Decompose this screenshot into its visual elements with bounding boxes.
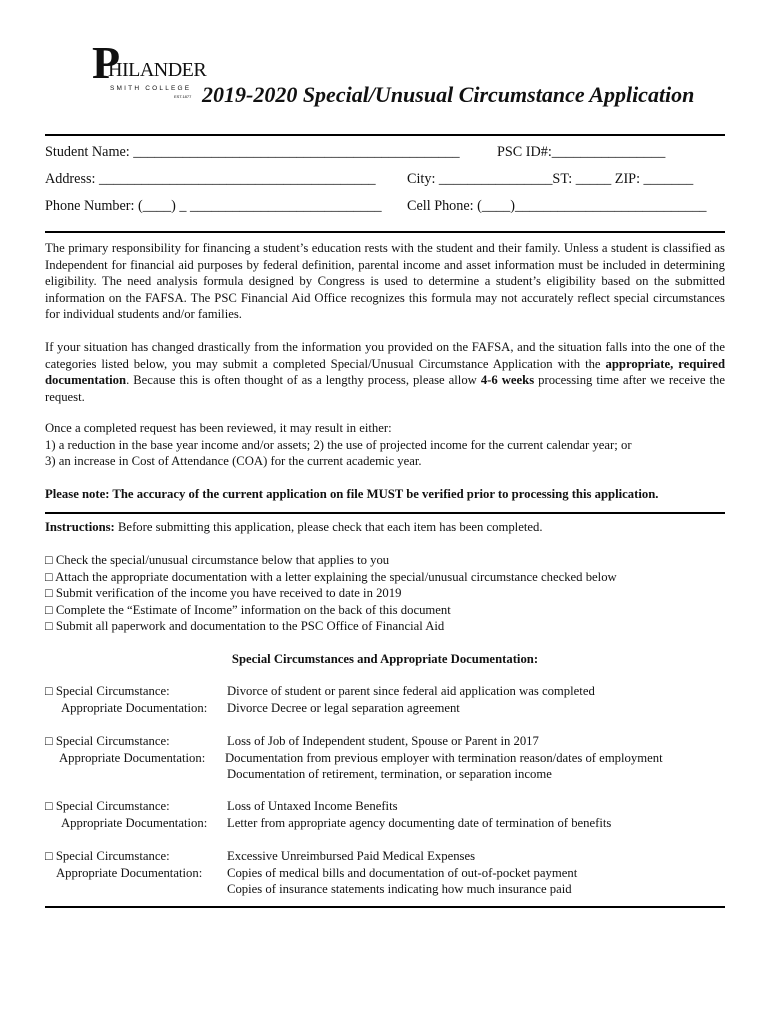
checklist-item[interactable]: □ Submit verification of the income you have received to date in 2019 — [45, 586, 402, 600]
city-st-zip-field[interactable]: City: ________________ST: _____ ZIP: _______ — [407, 171, 694, 187]
doc-text: Documentation of retirement, termination, or separation income — [227, 767, 552, 781]
phone-field[interactable]: Phone Number: (____) _ ___________________________ — [45, 198, 382, 214]
logo-wordmark: HILANDER — [108, 59, 207, 81]
special-circumstances-heading: Special Circumstances and Appropriate Documentation: — [231, 652, 539, 666]
checklist-item[interactable]: □ Submit all paperwork and documentation to the PSC Office of Financial Aid — [45, 619, 445, 633]
divider — [45, 134, 725, 136]
checklist-item[interactable]: □ Check the special/unusual circumstance below that applies to you — [45, 553, 390, 567]
doc-label: Appropriate Documentation: — [56, 865, 203, 880]
divider — [45, 231, 725, 233]
checklist-item[interactable]: □ Attach the appropriate documentation with a letter explaining the special/unusual circumstance checked below — [45, 569, 617, 584]
divider — [45, 512, 725, 514]
doc-label: Appropriate Documentation: — [61, 700, 208, 715]
special-circumstance-checkbox[interactable]: □ Special Circumstance: — [45, 684, 170, 698]
outcome-line: 3) an increase in Cost of Attendance (COA) for the current academic year. — [45, 454, 422, 468]
outcome-intro: Once a completed request has been reviewed, it may result in either: — [45, 421, 392, 435]
verification-note: Please note: The accuracy of the current application on file MUST be verified prior to processing this application. — [45, 487, 659, 501]
special-circumstance-checkbox[interactable]: □ Special Circumstance: — [45, 849, 170, 863]
doc-label: Appropriate Documentation: — [59, 750, 206, 765]
doc-text: Copies of insurance statements indicating how much insurance paid — [227, 882, 572, 896]
checklist-item[interactable]: □ Complete the “Estimate of Income” information on the back of this document — [45, 602, 451, 617]
logo-est: EST.1877 — [174, 94, 192, 99]
circumstance-text: Loss of Untaxed Income Benefits — [227, 799, 398, 813]
address-field[interactable]: Address: _______________________________________ — [45, 171, 376, 187]
circumstance-text: Excessive Unreimbursed Paid Medical Expenses — [227, 849, 476, 863]
doc-label: Appropriate Documentation: — [61, 815, 208, 830]
doc-text: Copies of medical bills and documentation of out-of-pocket payment — [227, 865, 578, 880]
doc-text: Letter from appropriate agency documenting date of termination of benefits — [227, 815, 612, 830]
college-logo — [90, 37, 207, 102]
circumstance-text: Loss of Job of Independent student, Spouse or Parent in 2017 — [227, 734, 539, 748]
student-name-field[interactable]: Student Name: ______________________________________________ — [45, 144, 460, 160]
circumstance-text: Divorce of student or parent since federal aid application was completed — [227, 684, 595, 698]
divider — [45, 906, 725, 908]
outcome-line: 1) a reduction in the base year income and/or assets; 2) the use of projected income for the current calendar year; or — [45, 437, 632, 452]
cell-phone-field[interactable]: Cell Phone: (____)___________________________ — [407, 198, 707, 214]
logo-subtitle: SMITH COLLEGE — [110, 85, 192, 92]
psc-id-field[interactable]: PSC ID#:________________ — [497, 144, 666, 160]
situation-text: If your situation has changed drastically from the information you provided on the FAFSA, and the situation falls into the one of the categories listed below, you may submit a completed Special/Unusual Circumstance Application with the appropriate, required documentation. Because this is often thought of as a lengthy process, please allow 4-6 weeks processing time after we receive the request. — [45, 340, 725, 404]
doc-text: Divorce Decree or legal separation agreement — [227, 700, 460, 715]
special-circumstance-checkbox[interactable]: □ Special Circumstance: — [45, 734, 170, 748]
intro-paragraph — [45, 240, 725, 323]
intro-text: The primary responsibility for financing a student’s education rests with the student and their family. Unless a student is classified as Independent for financial aid purposes by federal definition, parental income and asset information must be included in determining eligibility. The need analysis formula designed by Congress is used to determine a student’s eligibility based on the submitted information on the FAFSA. The PSC Financial Aid Office recognizes this formula may not accurately reflect special circumstances for individual students and/or families. — [45, 241, 725, 321]
doc-text: Documentation from previous employer with termination reason/dates of employment — [225, 750, 663, 765]
logo-p-mark: P — [92, 37, 117, 88]
page-title: 2019-2020 Special/Unusual Circumstance Application — [202, 82, 695, 107]
situation-paragraph — [45, 339, 725, 405]
instructions: Instructions: Before submitting this application, please check that each item has been completed. — [45, 520, 543, 534]
review-outcomes — [45, 420, 725, 470]
special-circumstance-checkbox[interactable]: □ Special Circumstance: — [45, 799, 170, 813]
